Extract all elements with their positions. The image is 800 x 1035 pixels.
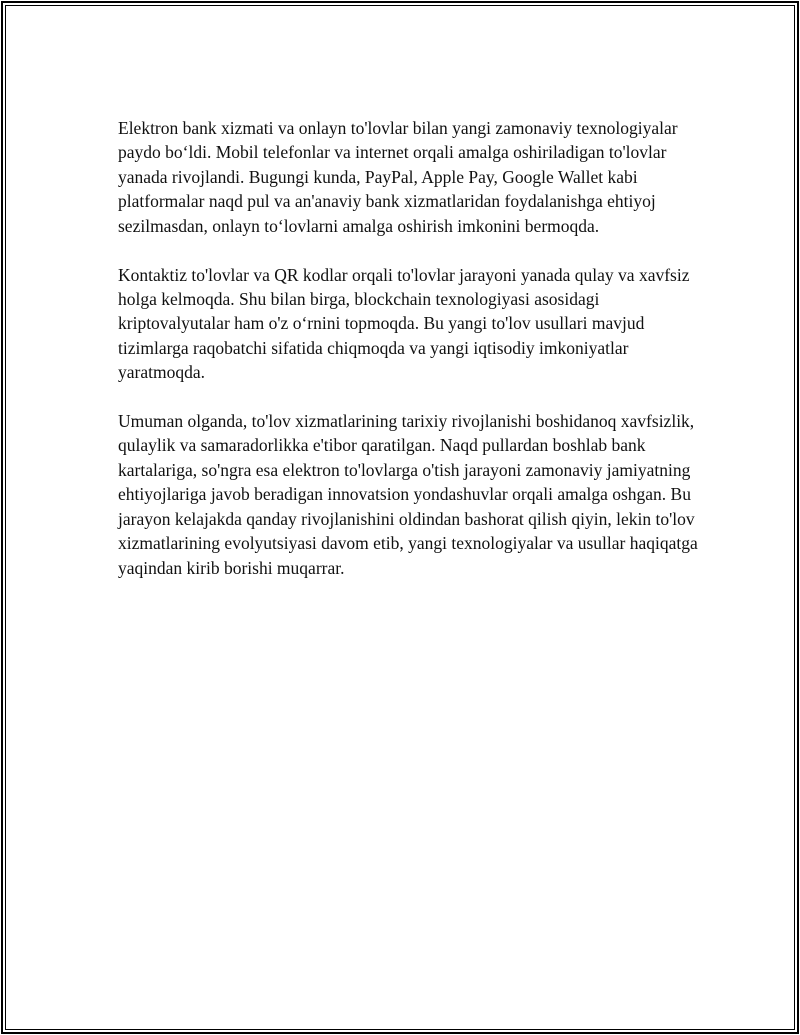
paragraph-3: Umuman olganda, to'lov xizmatlarining tarixiy rivojlanishi boshidanoq xavfsizlik, qulaylik va samaradorlikka e'tibor qaratilgan. Naqd pullardan boshlab bank kartalariga, so'ngra esa elektron to'lovlarga o'tish jarayoni zamonaviy jamiyatning ehtiyojlariga javob beradigan innovatsion yondashuvlar orqali amalga oshgan. Bu jarayon kelajakda qanday rivojlanishini oldindan bashorat qilish qiyin, lekin to'lov xizmatlarining evolyutsiyasi davom etib, yangi texnologiyalar va usullar haqiqatga yaqindan kirib borishi muqarrar. [118, 411, 698, 578]
document-body [118, 116, 703, 604]
paragraph-1: Elektron bank xizmati va onlayn to'lovlar bilan yangi zamonaviy texnologiyalar paydo bo‘ldi. Mobil telefonlar va internet orqali amalga oshiriladigan to'lovlar yanada rivojlandi. Bugungi kunda, PayPal, Apple Pay, Google Wallet kabi platformalar naqd pul va an'anaviy bank xizmatlaridan foydalanishga ehtiyoj sezilmasdan, onlayn to‘lovlarni amalga oshirish imkonini bermoqda. [118, 118, 678, 236]
paragraph-2: Kontaktiz to'lovlar va QR kodlar orqali to'lovlar jarayoni yanada qulay va xavfsiz holga kelmoqda. Shu bilan birga, blockchain texnologiyasi asosidagi kriptovalyutalar ham o'z o‘rnini topmoqda. Bu yangi to'lov usullari mavjud tizimlarga raqobatchi sifatida chiqmoqda va yangi iqtisodiy imkoniyatlar yaratmoqda. [118, 264, 690, 383]
